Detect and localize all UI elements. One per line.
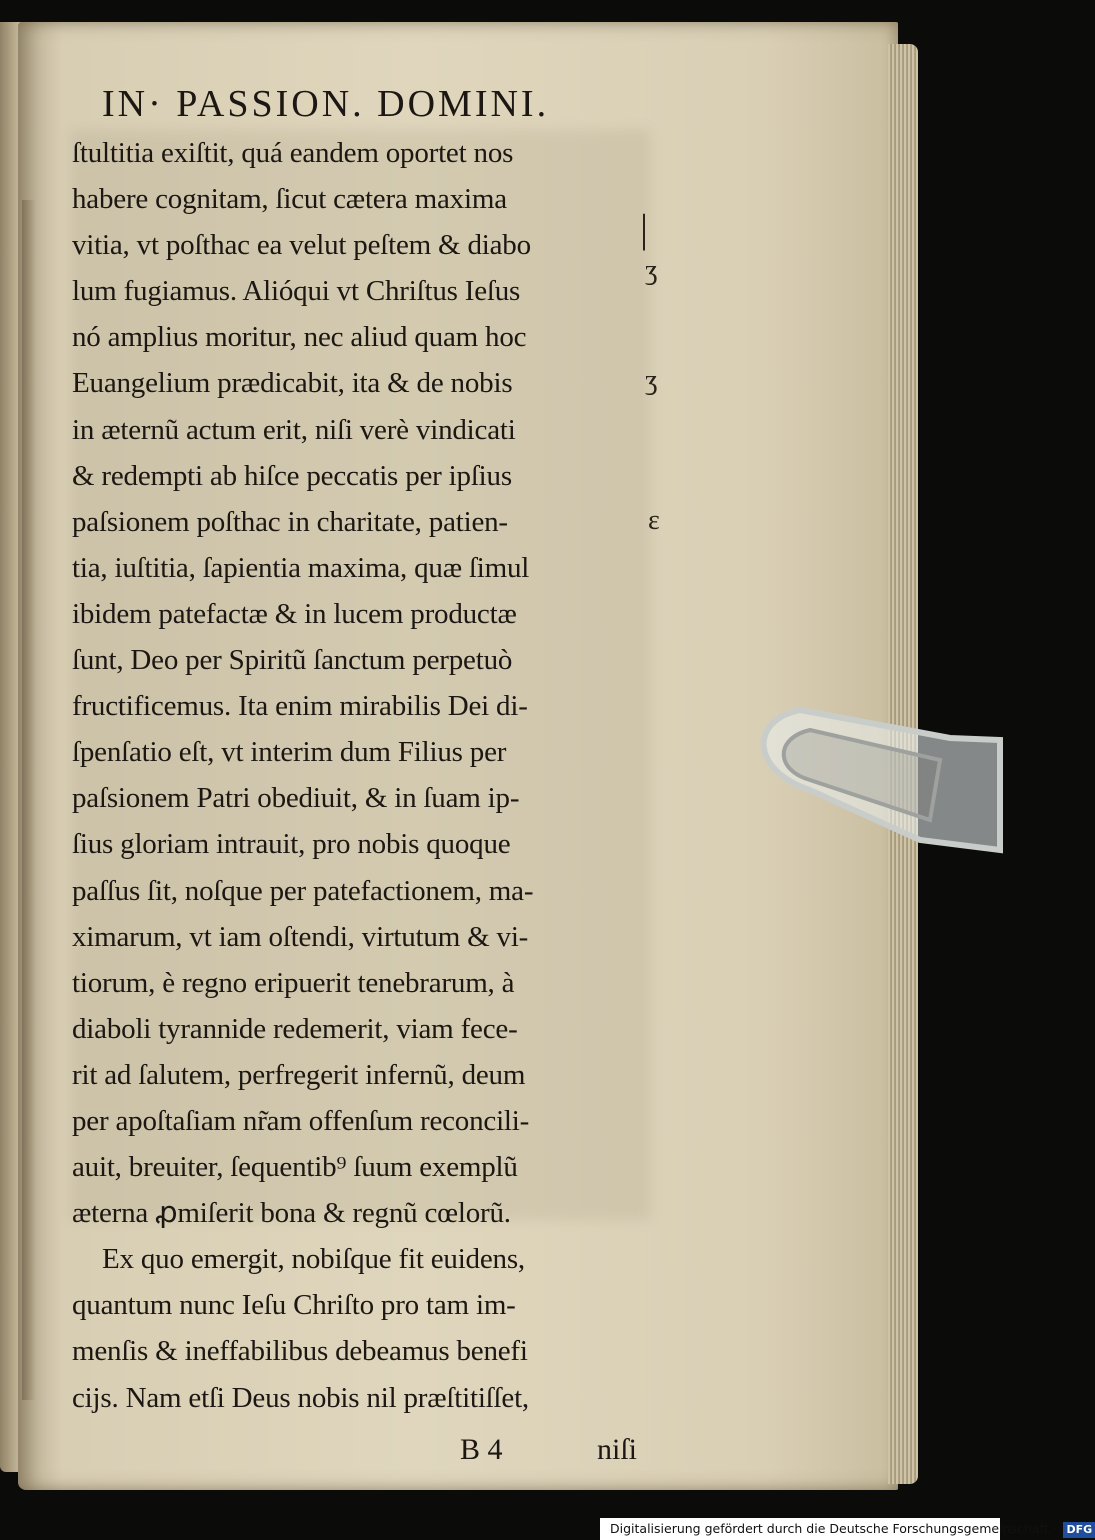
text-line: paſsionem Patri obediuit, & in ſuam ip- — [72, 782, 520, 815]
text-line: quantum nunc Ieſu Chriſto pro tam im- — [72, 1289, 516, 1322]
text-line: Euangelium prædicabit, ita & de nobis — [72, 367, 513, 400]
footer-credit-text: Digitalisierung gefördert durch die Deutsche Forschungsgemeinschaft · — [610, 1521, 1057, 1536]
text-line: habere cognitam, ſicut cætera maxima — [72, 183, 507, 216]
margin-mark: ʒ — [645, 255, 658, 286]
text-line: tia, iuſtitia, ſapientia maxima, quæ ſimul — [72, 551, 530, 584]
metal-page-clip-icon — [740, 700, 1000, 870]
text-line: in æternũ actum erit, niſi verè vindicati — [72, 413, 516, 446]
text-line: ibidem patefactæ & in lucem productæ — [72, 597, 517, 630]
footer-credit — [600, 1518, 1093, 1540]
text-line: tiorum, è regno eripuerit tenebrarum, à — [72, 966, 515, 999]
text-line: paſſus ſit, noſque per patefactionem, ma- — [72, 874, 534, 907]
margin-mark: | — [640, 206, 649, 251]
text-line: rit ad ſalutem, perfregerit infernũ, deum — [72, 1058, 526, 1091]
text-line: nó amplius moritur, nec aliud quam hoc — [72, 321, 527, 354]
text-line: ximarum, vt iam oſtendi, virtutum & vi- — [72, 920, 529, 953]
text-line: lum fugiamus. Alióqui vt Chriſtus Ieſus — [72, 275, 521, 308]
text-line: ſius gloriam intrauit, pro nobis quoque — [72, 828, 511, 861]
text-line: æterna ꝓmiſerit bona & regnũ cœlorũ. — [72, 1197, 511, 1230]
text-line: diaboli tyrannide redemerit, viam fece- — [72, 1012, 518, 1045]
text-line: menſis & ineffabilibus debeamus benefi — [72, 1335, 528, 1368]
body-text — [72, 130, 682, 1421]
text-line: Ex quo emergit, nobiſque fit euidens, — [102, 1243, 525, 1276]
dfg-logo-icon: DFG — [1063, 1522, 1095, 1538]
catchword: niſi — [597, 1432, 638, 1466]
gutter-shadow — [22, 200, 36, 1400]
margin-mark: ɛ — [648, 505, 660, 536]
text-line: ſpenſatio eſt, vt interim dum Filius per — [72, 736, 507, 769]
text-line: & redempti ab hiſce peccatis per ipſius — [72, 459, 512, 492]
text-line: fructificemus. Ita enim mirabilis Dei di- — [72, 690, 528, 723]
signature-mark: B 4 — [460, 1432, 503, 1466]
text-line: auit, breuiter, ſequentib⁹ ſuum exemplũ — [72, 1151, 518, 1184]
text-line: per apoſtaſiam nr̃am offenſum reconcili- — [72, 1104, 530, 1137]
text-line: ſtultitia exiſtit, quá eandem oportet nos — [72, 137, 514, 169]
running-head: IN· PASSION. DOMINI. — [102, 83, 550, 125]
text-block — [72, 78, 682, 1475]
catch-line — [72, 1425, 682, 1475]
text-line: paſsionem poſthac in charitate, patien- — [72, 505, 508, 538]
margin-mark: ʒ — [645, 365, 658, 396]
text-line: cijs. Nam etſi Deus nobis nil præſtitiſſet, — [72, 1381, 529, 1414]
text-line: ſunt, Deo per Spiritũ ſanctum perpetuò — [72, 644, 513, 677]
text-line: vitia, vt poſthac ea velut peſtem & diabo — [72, 229, 531, 262]
